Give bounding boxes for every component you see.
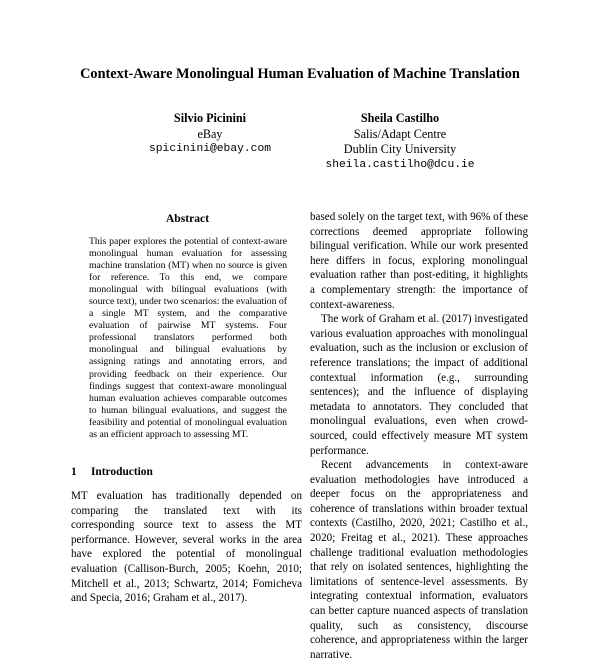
section-number: 1 [71,466,77,478]
author-block [270,111,530,173]
section-heading [71,466,153,478]
body-paragraph: based solely on the target text, with 96% of these corrections deemed appropriate following bilingual verification. While our work presented here differs in focus, exploring monolingual evaluation rather than post-editing, it highlights a complementary strength: the importance of context-awareness. [310,211,528,311]
section-title: Introduction [91,466,153,478]
abstract-heading: Abstract [165,212,210,225]
abstract-text [89,236,287,441]
author-name: Silvio Picinini [173,111,247,125]
author-affiliation: Salis/Adapt Centre [353,126,447,141]
abstract-paragraph: This paper explores the potential of context-aware monolingual human evaluation for assessing machine translation (MT) when no source is given for reference. To this end, we compare monolingual with bilingual evaluations (with source text), under two scenarios: the evaluation of a single MT system, and the comparative evaluation of pairwise MT systems. Four professional translators performed both monolingual and bilingual evaluations by assigning ratings and annotating errors, and providing feedback on their experience. Our findings suggest that context-aware monolingual human evaluation achieves comparable outcomes to human bilingual evaluations, and suggest the feasibility and potential of monolingual evaluation as an efficient approach to assessing MT. [89,236,287,440]
author-affiliation-2: Dublin City University [343,142,457,157]
right-column [310,210,528,662]
body-paragraph: The work of Graham et al. (2017) investigated various evaluation approaches with monolingual evaluation, such as the inclusion or exclusion of reference translations; the impact of additional contextual information (e.g., surrounding sentences); and the influence of displaying metadata to annotators. They concluded that monolingual evaluations, even when crowd-sourced, could effectively measure MT system performance. [310,313,528,457]
author-name: Sheila Castilho [360,111,440,125]
body-paragraph: Recent advancements in context-aware evaluation methodologies have introduced a deeper focus on the appropriateness and coherence of translations within broader textual contexts (Castilho, 2020, 2021; Castilho et al., 2020; Freitag et al., 2021). These approaches challenge traditional evaluation methodologies that rely on isolated sentences, highlighting the limitations of sentence-level assessments. By integrating contextual information, evaluators can better capture nuanced aspects of translation quality, such as consistency, discourse coherence, and appropriateness within the larger narrative. [310,459,528,661]
paper-title: Context-Aware Monolingual Human Evaluation of Machine Translation [80,66,520,82]
author-affiliation: eBay [197,126,223,141]
author-email: spicinini@ebay.com [148,143,272,156]
author-email: sheila.castilho@dcu.ie [325,158,475,171]
intro-text [71,489,302,606]
body-paragraph: MT evaluation has traditionally depended on comparing the translated text with its corresponding source text to assess the MT performance. However, several works in the area have explored the potential of monolingual evaluation (Callison-Burch, 2005; Koehn, 2010; Mitchell et al., 2013; Schwartz, 2014; Fomicheva and Specia, 2016; Graham et al., 2017). [71,490,302,605]
